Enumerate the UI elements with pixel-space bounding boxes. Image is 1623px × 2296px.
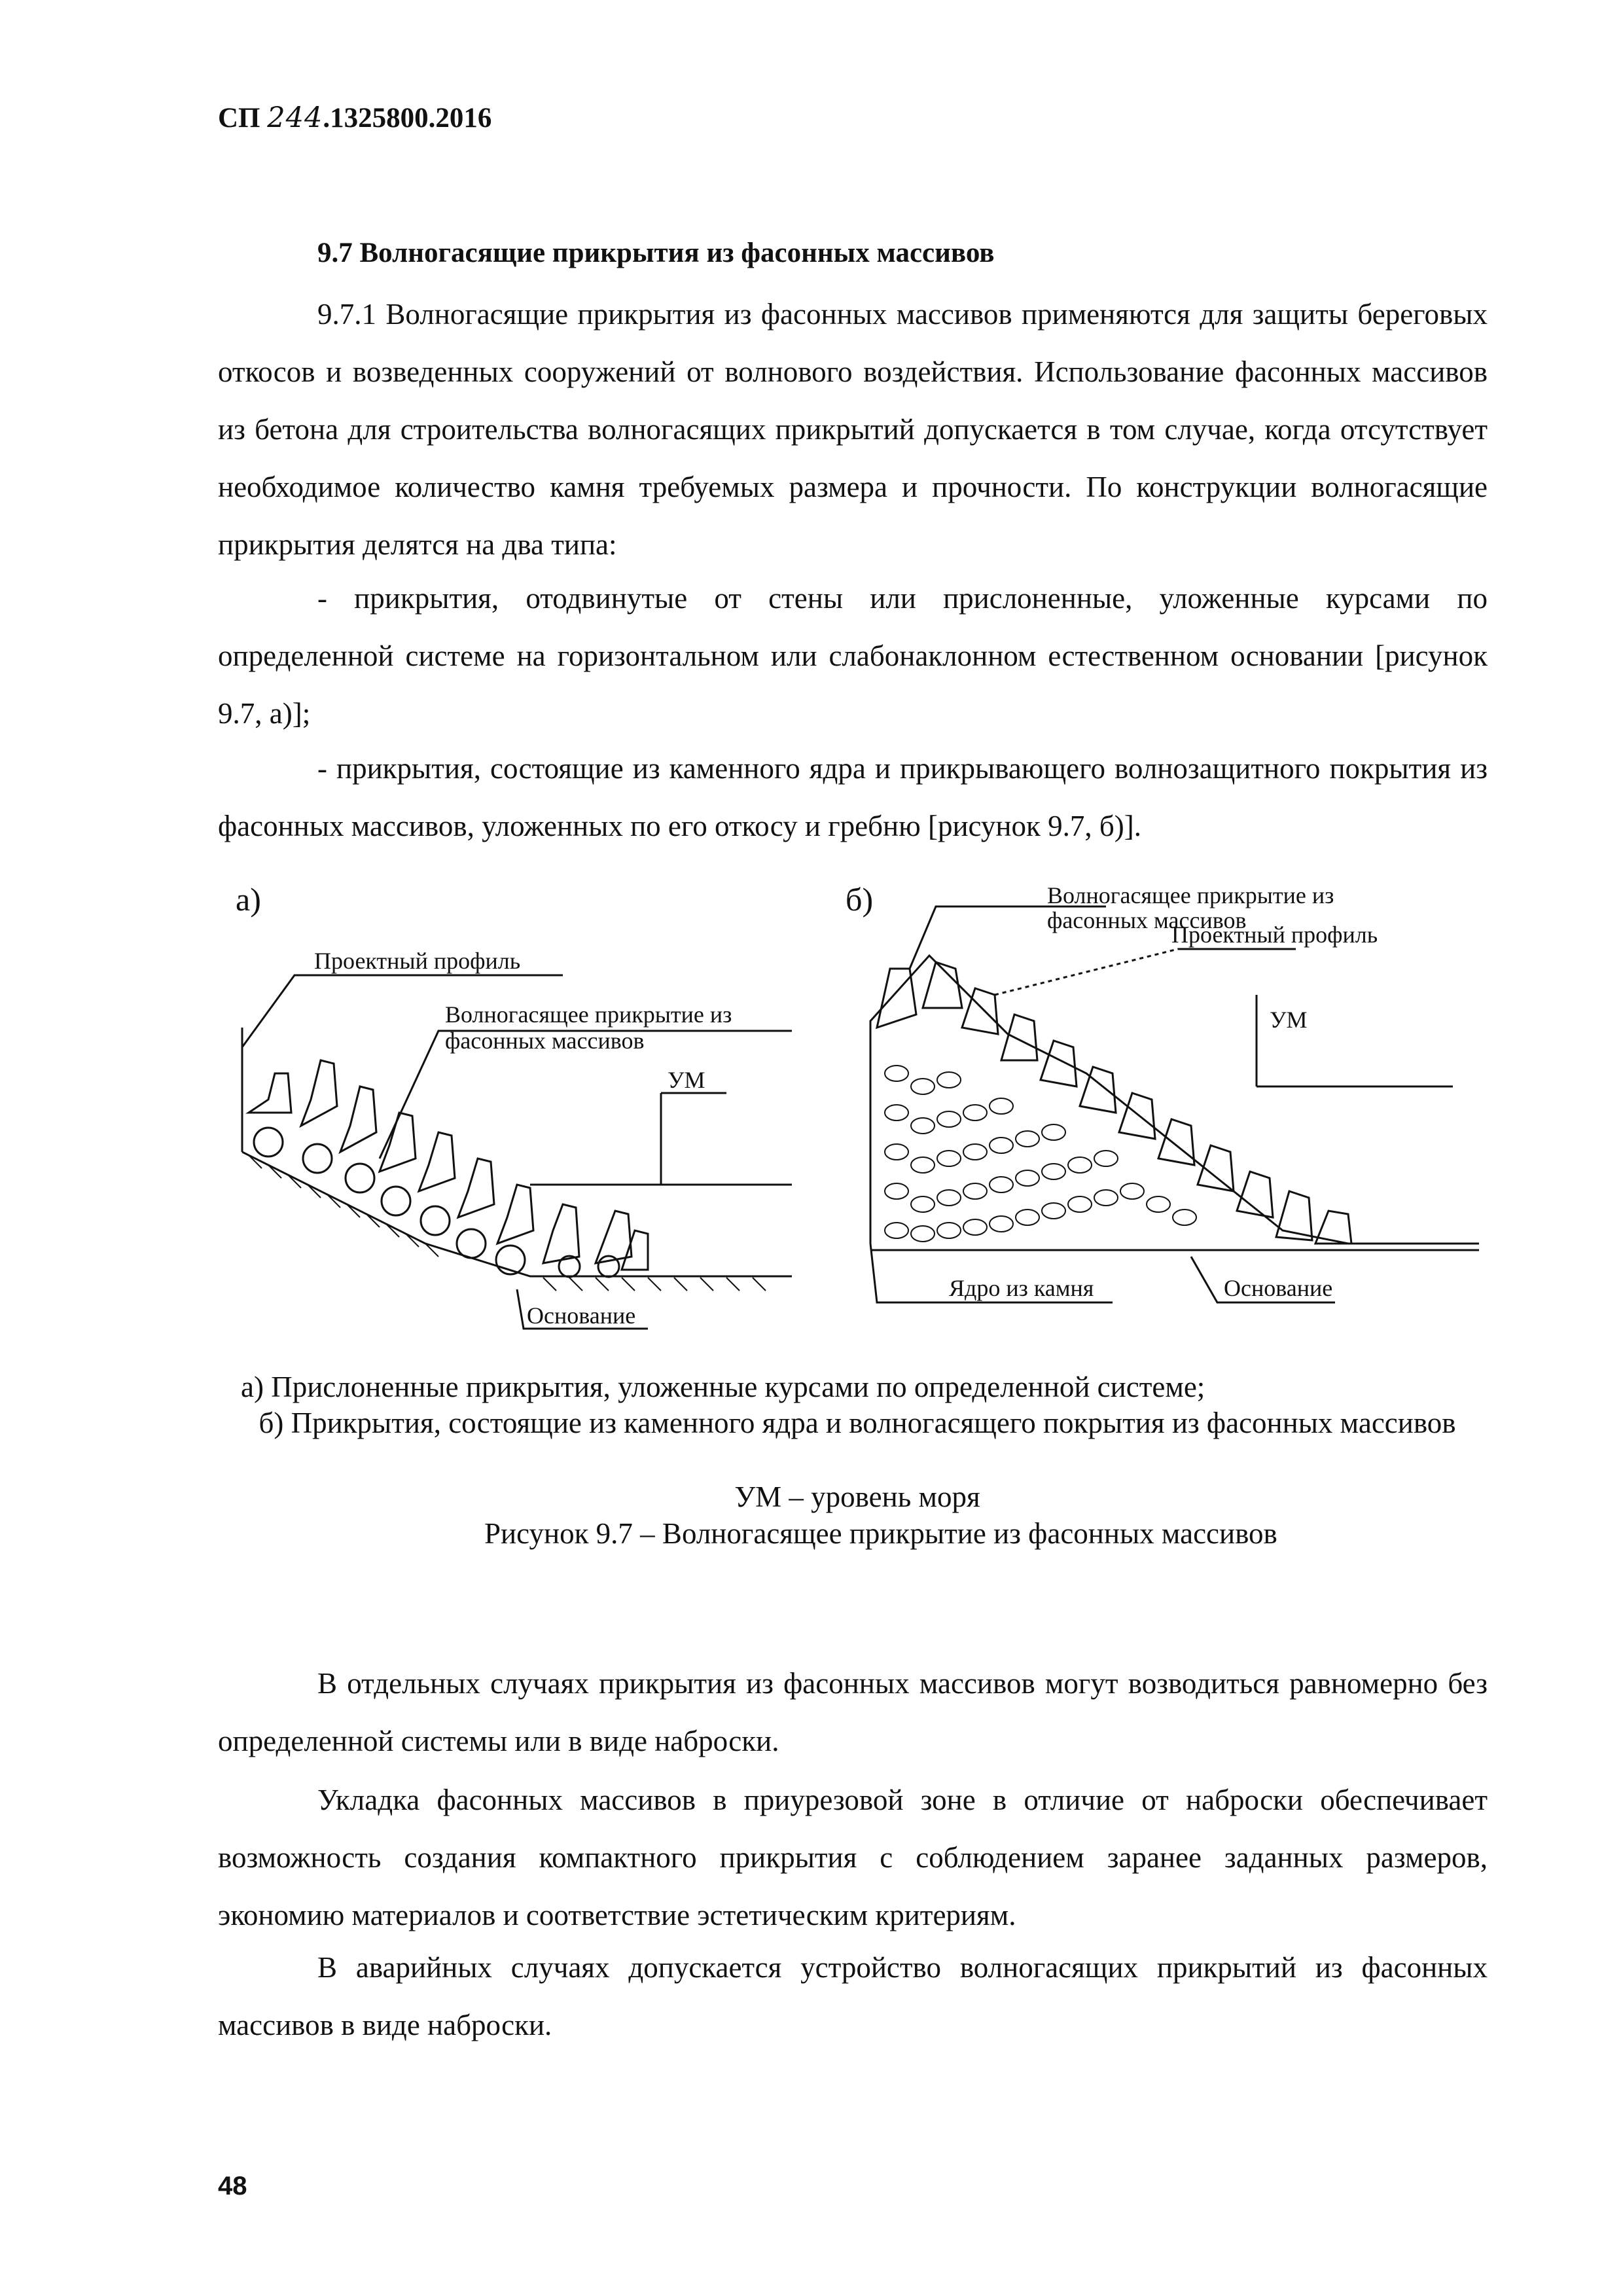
label-base: Основание [1224, 1275, 1333, 1301]
paragraph-9-7-1 [218, 285, 1488, 573]
caption-b: б) Прикрытия, состоящие из каменного ядра и волногасящего покрытия из фасонных массивов [259, 1407, 1456, 1439]
label-project-profile: Проектный профиль [314, 948, 521, 974]
label-project-profile: Проектный профиль [1171, 922, 1378, 948]
code-suffix: .1325800.2016 [323, 103, 492, 134]
paragraph-text: Укладка фасонных массивов в приурезовой зоне в отличие от наброски обеспечивает возможность создания компактного прикрытия с соблюдением заранее заданных размеров, экономию материалов и соответствие эстетическим критериям. [218, 1784, 1488, 1931]
document-code [218, 101, 491, 134]
label-base: Основание [527, 1302, 636, 1329]
paragraph-text: - прикрытия, состоящие из каменного ядра и прикрывающего волнозащитного покрытия из фасонных массивов, уложенных по его откосу и гребню [рисунок 9.7, б)]. [218, 752, 1488, 842]
paragraph-text: В отдельных случаях прикрытия из фасонных массивов могут возводиться равномерно без определенной системы или в виде наброски. [218, 1667, 1488, 1757]
label-cover-line2: фасонных массивов [445, 1028, 645, 1054]
label-cover-line1: Волногасящее прикрытие из [445, 1001, 732, 1028]
label-core: Ядро из камня [949, 1275, 1094, 1301]
label-sea-level: УМ [1270, 1007, 1308, 1033]
profile-leader [995, 949, 1296, 995]
ground-hatching [249, 1155, 766, 1291]
paragraph-text: В аварийных случаях допускается устройство волногасящих прикрытий из фасонных массивов в виде наброски. [218, 1951, 1488, 2041]
paragraph-type-a [218, 569, 1488, 742]
figure-panel-b-drawing [851, 877, 1479, 1335]
paragraph-uneven-placement [218, 1655, 1488, 1770]
figure-panel-a-letter: а) [236, 881, 261, 918]
paragraph-type-b [218, 740, 1488, 855]
code-handwritten-number: 244 [267, 101, 323, 134]
figure-panel-a-drawing [229, 877, 805, 1361]
stone-core-pattern [885, 1066, 1196, 1242]
paragraph-placement-zone [218, 1771, 1488, 1944]
figure-panel-b-letter: б) [846, 881, 874, 918]
label-cover-line1: Волногасящее прикрытие из [1047, 882, 1334, 908]
armor-blocks [877, 962, 1351, 1244]
section-heading: 9.7 Волногасящие прикрытия из фасонных массивов [317, 238, 995, 268]
paragraph-text: - прикрытия, отодвинутые от стены или прислоненные, уложенные курсами по определенной системе на горизонтальном или слабонаклонном естественном основании [рисунок 9.7, а)]; [218, 582, 1488, 730]
caption-um: УМ – уровень моря [734, 1480, 980, 1513]
label-cover-line2: фасонных массивов [1047, 907, 1247, 933]
page-number: 48 [218, 2172, 247, 2200]
caption-a: а) Прислоненные прикрытия, уложенные курсами по определенной системе; [241, 1371, 1205, 1403]
code-prefix: СП [218, 103, 260, 134]
core-outline [870, 956, 1479, 1244]
concrete-blocks [249, 1060, 648, 1277]
paragraph-text: 9.7.1 Волногасящие прикрытия из фасонных массивов применяются для защиты береговых откосов и возведенных сооружений от волнового воздействия. Использование фасонных массивов из бетона для строительства волногасящих прикрытий допускается в том случае, когда отсутствует необходимое количество камня требуемых размера и прочности. По конструкции волногасящие прикрытия делятся на два типа: [218, 298, 1488, 561]
figure-title: Рисунок 9.7 – Волногасящее прикрытие из фасонных массивов [484, 1517, 1277, 1550]
paragraph-emergency [218, 1939, 1488, 2054]
label-sea-level: УМ [668, 1067, 705, 1093]
